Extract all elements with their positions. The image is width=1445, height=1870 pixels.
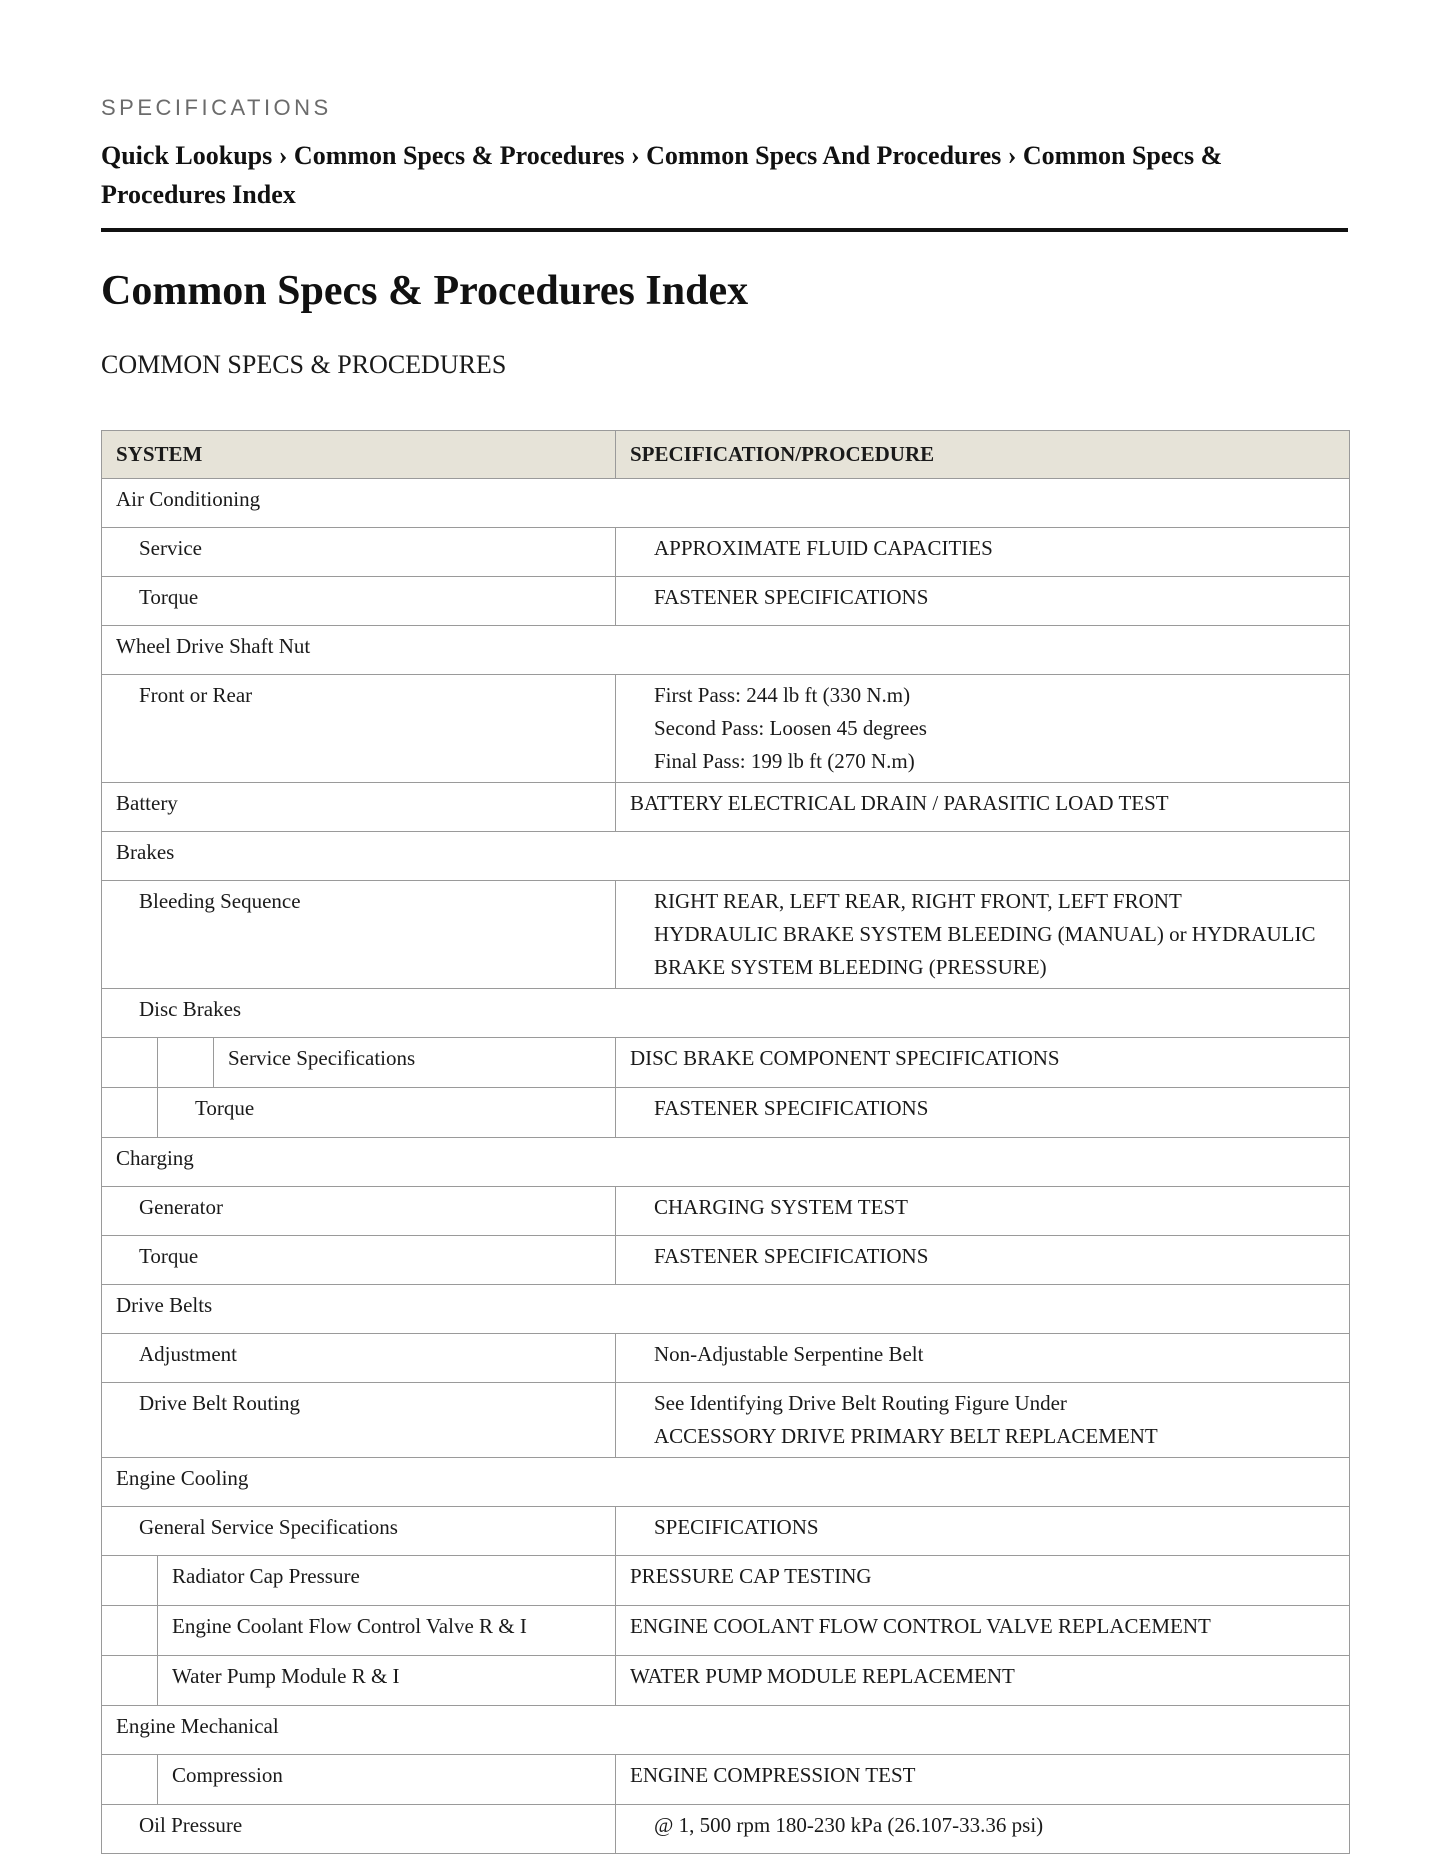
spec-cell: [616, 675, 1350, 783]
table-row: [102, 577, 1350, 626]
breadcrumb-item-common-specs[interactable]: Common Specs & Procedures: [293, 141, 625, 170]
system-cell: Engine Mechanical: [102, 1706, 1350, 1755]
spec-line: See Identifying Drive Belt Routing Figure Under: [654, 1391, 1067, 1415]
table-row: [102, 1088, 1350, 1138]
breadcrumb-separator: ›: [1001, 141, 1023, 170]
column-header-system: SYSTEM: [102, 431, 616, 479]
system-cell: Front or Rear: [102, 675, 616, 783]
spec-link[interactable]: CHARGING SYSTEM TEST: [616, 1187, 1350, 1236]
table-row: [102, 783, 1350, 832]
table-row: [102, 1556, 1350, 1606]
spec-link[interactable]: SPECIFICATIONS: [616, 1507, 1350, 1556]
system-cell: Bleeding Sequence: [102, 881, 616, 989]
spec-cell: @ 1, 500 rpm 180-230 kPa (26.107-33.36 psi): [616, 1805, 1350, 1854]
breadcrumb-item-quick-lookups[interactable]: Quick Lookups: [101, 141, 273, 170]
system-cell: Drive Belt Routing: [102, 1383, 616, 1458]
table-row-group: [102, 479, 1350, 528]
table-row: [102, 1038, 1350, 1088]
system-label: Engine Coolant Flow Control Valve R & I: [172, 1614, 527, 1638]
table-row: [102, 1334, 1350, 1383]
spec-link[interactable]: FASTENER SPECIFICATIONS: [616, 1088, 1350, 1138]
system-label: Radiator Cap Pressure: [172, 1564, 360, 1588]
spec-link[interactable]: ENGINE COMPRESSION TEST: [616, 1755, 1350, 1805]
system-cell: Disc Brakes: [102, 989, 1350, 1038]
system-cell: Generator: [102, 1187, 616, 1236]
system-cell: Service: [102, 528, 616, 577]
breadcrumb-item-current: Common Specs & Procedures Index: [101, 141, 1223, 209]
system-cell: [102, 1556, 616, 1606]
page-title: Common Specs & Procedures Index: [101, 268, 749, 314]
column-header-spec: SPECIFICATION/PROCEDURE: [616, 431, 1350, 479]
system-label: Compression: [172, 1763, 283, 1787]
table-row-group: [102, 832, 1350, 881]
table-row-group: [102, 1706, 1350, 1755]
system-label: Service Specifications: [228, 1046, 416, 1070]
system-cell: Torque: [102, 1236, 616, 1285]
table-row: [102, 1187, 1350, 1236]
breadcrumb-item-common-specs-and-procedures[interactable]: Common Specs And Procedures: [646, 141, 1002, 170]
spec-cell: Non-Adjustable Serpentine Belt: [616, 1334, 1350, 1383]
spec-line: Final Pass: 199 lb ft (270 N.m): [654, 749, 915, 773]
system-cell: [102, 1755, 616, 1805]
table-row: [102, 881, 1350, 989]
table-row: [102, 1606, 1350, 1656]
system-cell: [102, 1606, 616, 1656]
spec-link[interactable]: BRAKE SYSTEM BLEEDING (PRESSURE): [654, 955, 1047, 979]
specs-table: [101, 430, 1350, 1854]
system-cell: Drive Belts: [102, 1285, 1350, 1334]
table-row-group: [102, 989, 1350, 1038]
table-row: [102, 675, 1350, 783]
system-cell: Engine Cooling: [102, 1458, 1350, 1507]
system-cell: [102, 1656, 616, 1706]
table-row: [102, 1755, 1350, 1805]
table-row: [102, 1656, 1350, 1706]
spec-link[interactable]: DISC BRAKE COMPONENT SPECIFICATIONS: [616, 1038, 1350, 1088]
spec-link[interactable]: APPROXIMATE FLUID CAPACITIES: [616, 528, 1350, 577]
table-row: [102, 1383, 1350, 1458]
system-cell: Torque: [102, 577, 616, 626]
spec-link[interactable]: BATTERY ELECTRICAL DRAIN / PARASITIC LOAD TEST: [616, 783, 1350, 832]
system-cell: [102, 1088, 616, 1138]
system-cell: Adjustment: [102, 1334, 616, 1383]
system-cell: Wheel Drive Shaft Nut: [102, 626, 1350, 675]
system-cell: Charging: [102, 1138, 1350, 1187]
section-title: COMMON SPECS & PROCEDURES: [101, 350, 507, 379]
breadcrumb: [101, 136, 1348, 214]
spec-line: Second Pass: Loosen 45 degrees: [654, 716, 927, 740]
spec-link[interactable]: WATER PUMP MODULE REPLACEMENT: [616, 1656, 1350, 1706]
spec-link[interactable]: FASTENER SPECIFICATIONS: [616, 577, 1350, 626]
table-header-row: [102, 431, 1350, 479]
spec-cell: [616, 1383, 1350, 1458]
header-divider: [101, 228, 1348, 232]
spec-link[interactable]: PRESSURE CAP TESTING: [616, 1556, 1350, 1606]
system-cell: [102, 1038, 616, 1088]
spec-link[interactable]: ACCESSORY DRIVE PRIMARY BELT REPLACEMENT: [654, 1424, 1158, 1448]
system-label: Water Pump Module R & I: [172, 1664, 400, 1688]
system-cell: Oil Pressure: [102, 1805, 616, 1854]
system-cell: Brakes: [102, 832, 1350, 881]
table-row-group: [102, 1285, 1350, 1334]
breadcrumb-separator: ›: [272, 141, 294, 170]
spec-link[interactable]: ENGINE COOLANT FLOW CONTROL VALVE REPLACEMENT: [616, 1606, 1350, 1656]
table-row-group: [102, 1458, 1350, 1507]
table-row: [102, 1236, 1350, 1285]
system-label: Torque: [195, 1096, 255, 1120]
spec-link[interactable]: HYDRAULIC BRAKE SYSTEM BLEEDING (MANUAL) or HYDRAULIC: [654, 922, 1316, 946]
table-row: [102, 1805, 1350, 1854]
spec-link[interactable]: FASTENER SPECIFICATIONS: [616, 1236, 1350, 1285]
spec-line: First Pass: 244 lb ft (330 N.m): [654, 683, 911, 707]
system-cell: Air Conditioning: [102, 479, 1350, 528]
table-row-group: [102, 626, 1350, 675]
spec-cell: [616, 881, 1350, 989]
system-cell: General Service Specifications: [102, 1507, 616, 1556]
spec-line: RIGHT REAR, LEFT REAR, RIGHT FRONT, LEFT FRONT: [654, 889, 1182, 913]
table-row: [102, 528, 1350, 577]
system-cell: Battery: [102, 783, 616, 832]
breadcrumb-separator: ›: [624, 141, 647, 170]
table-row: [102, 1507, 1350, 1556]
table-row-group: [102, 1138, 1350, 1187]
section-eyebrow: SPECIFICATIONS: [101, 95, 332, 120]
